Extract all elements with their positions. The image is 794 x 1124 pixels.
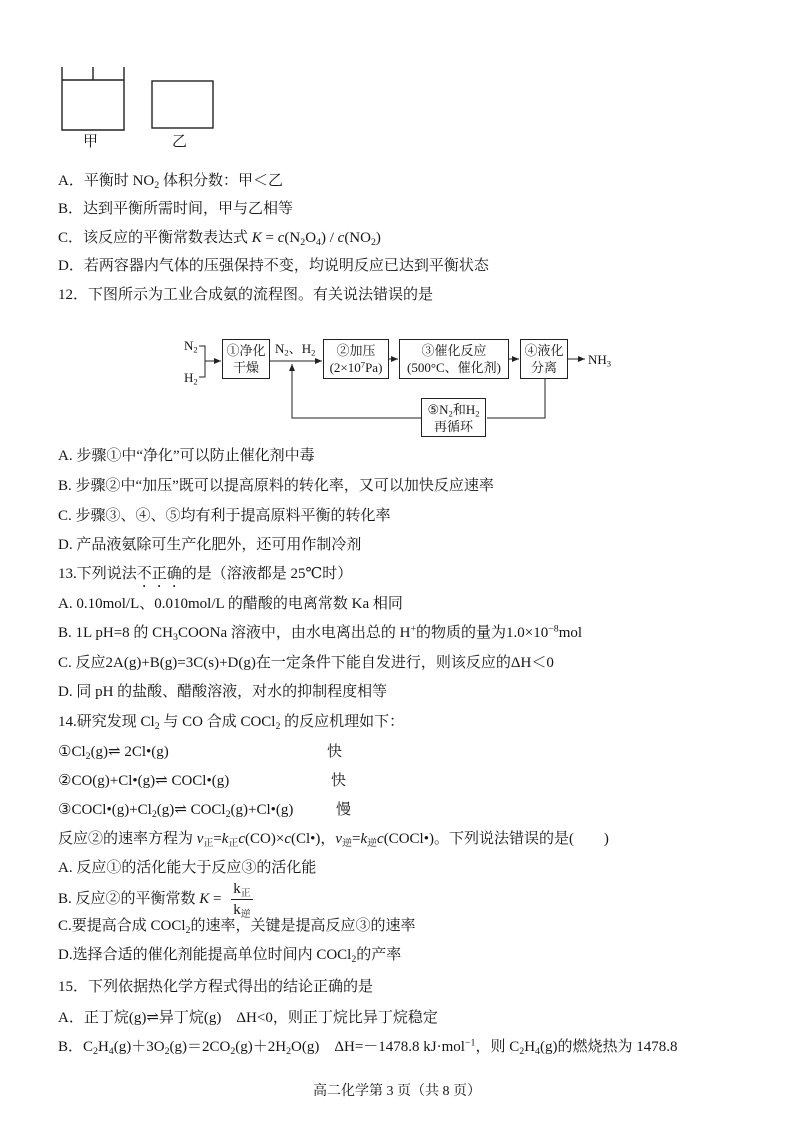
text-run: 12．下图所示为工业合成氨的流程图。有关说法错误的是 xyxy=(58,287,434,303)
italic-symbol: v xyxy=(196,831,204,847)
text-run: A. 步骤①中“净化”可以防止催化剂中毒 xyxy=(58,448,315,464)
text-run: D. 同 pH 的盐酸、醋酸溶液，对水的抑制程度相等 xyxy=(58,684,388,700)
italic-symbol: k xyxy=(221,831,229,847)
q14-step-2-speed: 快 xyxy=(331,773,347,789)
subscript: 逆 xyxy=(342,837,352,849)
text-run: k xyxy=(233,902,241,918)
subscript: 2 xyxy=(230,1045,236,1057)
text-run: C. 反应2A(g)+B(g)=3C(s)+D(g)在一定条件下能自发进行，则该反应的ΔH＜0 xyxy=(58,655,554,671)
subscript: 逆 xyxy=(240,908,251,920)
text-run: (500°C、催化剂) xyxy=(406,360,502,375)
subscript: 2 xyxy=(519,1045,525,1057)
subscript: 2 xyxy=(275,720,281,732)
text-run: mol xyxy=(558,625,583,641)
text-run: (g)⇌ COCl xyxy=(156,802,226,818)
text-run: (NO xyxy=(344,230,371,246)
text-run: = xyxy=(209,890,222,907)
q14-step-1-speed: 快 xyxy=(327,744,343,760)
q14-option-b-text xyxy=(58,891,222,907)
text-run: D.选择合适的催化剂能提高单位时间内 COCl xyxy=(58,947,352,963)
text-run: ) / xyxy=(320,230,338,246)
text-run: B. 步骤②中“加压”既可以提高原料的转化率，又可以加快反应速率 xyxy=(58,478,494,494)
subscript: 2 xyxy=(300,236,306,248)
text-run: N xyxy=(184,338,194,353)
text-run: = xyxy=(261,230,278,246)
italic-symbol: K xyxy=(199,890,210,907)
q14-step-3 xyxy=(58,800,293,820)
text-run: 再循环 xyxy=(433,418,473,434)
text-run: (g)＝2CO xyxy=(169,1039,231,1055)
text-run: 与 CO 合成 COCl xyxy=(159,714,276,730)
text-run: D. 产品液氨除可生产化肥外，还可用作制冷剂 xyxy=(58,537,362,553)
italic-symbol: K xyxy=(251,230,262,246)
text-run: k xyxy=(233,881,241,897)
subscript: 2 xyxy=(351,953,357,965)
subscript: 4 xyxy=(535,1045,540,1057)
text-run: 13.下列说法 xyxy=(58,566,137,582)
page-footer xyxy=(0,1082,794,1102)
italic-symbol: c xyxy=(284,831,291,847)
flow-box-recycle xyxy=(421,398,486,437)
q12-option-d xyxy=(58,535,361,555)
text-run: B．C xyxy=(58,1039,94,1055)
text-run: (g)⇌ 2Cl•(g) xyxy=(90,744,169,760)
emphasis-dotted-text: 不正确 xyxy=(136,566,182,582)
text-run: 体积分数：甲＜乙 xyxy=(159,173,283,189)
text-run: 的速率，关键是提高反应③的速率 xyxy=(190,918,416,934)
text-run: ①净化 xyxy=(226,343,266,358)
superscript: −1 xyxy=(464,1037,476,1049)
container-jia-label: 甲 xyxy=(83,134,99,150)
text-run: (g)＋2H xyxy=(235,1039,287,1055)
q13-option-a xyxy=(58,594,403,614)
text-run: 的反应机理如下： xyxy=(280,714,405,730)
q12-option-c xyxy=(58,506,391,526)
q15-option-b xyxy=(58,1037,677,1057)
text-run: (COCl•)。下列说法错误的是( ) xyxy=(383,831,609,847)
subscript: 2 xyxy=(286,1045,292,1057)
superscript: −8 xyxy=(548,623,559,635)
flow-box-recycle-line2 xyxy=(422,418,485,435)
text-run: ③催化反应 xyxy=(421,343,487,358)
text-run: NH xyxy=(588,352,607,367)
subscript: 2 xyxy=(475,407,480,418)
subscript: 2 xyxy=(185,924,191,936)
flow-input-n2 xyxy=(184,337,198,354)
subscript: 2 xyxy=(85,750,91,762)
subscript: 2 xyxy=(284,347,289,358)
text-run: = xyxy=(213,831,222,847)
subscript: 3 xyxy=(173,631,178,643)
q12-option-b xyxy=(58,476,494,496)
subscript: 2 xyxy=(448,407,453,418)
text-run: (2×10 xyxy=(329,360,361,375)
subscript: 正 xyxy=(203,837,214,849)
text-run: C. 步骤③、④、⑤均有利于提高原料平衡的转化率 xyxy=(58,508,391,524)
italic-symbol: c xyxy=(337,230,345,246)
text-run: 干燥 xyxy=(232,360,259,375)
text-run: ④液化 xyxy=(524,343,564,358)
italic-symbol: k xyxy=(360,831,368,847)
flow-box-liquefy-line2 xyxy=(521,359,567,376)
q14-option-b xyxy=(58,880,253,919)
flow-box-catalysis-line1 xyxy=(400,342,508,359)
text-run: ②加压 xyxy=(336,343,376,358)
subscript: 正 xyxy=(240,887,251,899)
italic-symbol: c xyxy=(377,831,384,847)
q11-option-b xyxy=(58,199,293,219)
flow-box-purify-line2 xyxy=(223,359,269,376)
text-run: 、H xyxy=(288,341,312,356)
flow-input-h2 xyxy=(184,369,198,386)
flow-line-box4-box5 xyxy=(487,379,545,418)
flow-box-recycle-line1 xyxy=(422,401,485,418)
text-run: ⑤N xyxy=(427,401,449,417)
subscript: 2 xyxy=(225,808,231,820)
q14-stem xyxy=(58,712,404,732)
q12-stem xyxy=(58,285,433,305)
subscript: 2 xyxy=(311,347,316,358)
text-run: (g)＋3O xyxy=(113,1039,165,1055)
text-run: 的物质的量为1.0×10 xyxy=(416,625,549,641)
text-run: (g)的燃烧热为 1478.8 xyxy=(539,1039,678,1055)
text-run: C．该反应的平衡常数表达式 xyxy=(58,230,252,246)
fraction-numerator xyxy=(231,880,252,900)
italic-symbol: v xyxy=(335,831,343,847)
text-run: H xyxy=(184,370,194,385)
q14-rate-equation xyxy=(58,829,609,849)
text-run: 高二化学第 3 页（共 8 页） xyxy=(313,1084,481,1099)
flow-box-catalysis-line2 xyxy=(400,359,508,376)
flow-mid-label xyxy=(275,340,315,357)
subscript: 2 xyxy=(151,808,157,820)
subscript: 正 xyxy=(228,837,239,849)
text-run: (g)+Cl•(g) xyxy=(230,802,294,818)
q14-option-d xyxy=(58,945,401,965)
q15-option-a xyxy=(58,1008,438,1028)
q13-option-c xyxy=(58,653,554,673)
text-run: 分离 xyxy=(530,360,557,375)
container-yi xyxy=(152,81,213,128)
q14-option-a xyxy=(58,858,316,878)
text-run: A. 0.10mol/L、0.010mol/L 的醋酸的电离常数 Ka 相同 xyxy=(58,596,403,612)
italic-symbol: c xyxy=(238,831,246,847)
q12-option-a xyxy=(58,446,315,466)
text-run: D．若两容器内气体的压强保持不变，均说明反应已达到平衡状态 xyxy=(58,258,489,274)
text-run: H xyxy=(524,1039,536,1055)
q13-stem xyxy=(58,564,352,591)
subscript: 2 xyxy=(154,179,160,191)
text-run: A．正丁烷(g)⇌异丁烷(g) ΔH<0，则正丁烷比异丁烷稳定 xyxy=(58,1010,438,1026)
text-run: A．平衡时 NO xyxy=(58,173,155,189)
superscript: 7 xyxy=(360,359,366,370)
flow-box-purify-line1 xyxy=(223,342,269,359)
q11-option-a xyxy=(58,171,283,191)
text-run: H xyxy=(97,1039,109,1055)
q11-option-d xyxy=(58,256,489,276)
text-run: ，则 C xyxy=(475,1039,520,1055)
flow-box-compress xyxy=(323,339,389,379)
flow-box-liquefy xyxy=(520,339,568,379)
text-run: Pa) xyxy=(365,360,383,375)
q13-option-d xyxy=(58,682,387,702)
flow-box-purify xyxy=(222,339,270,379)
subscript: 2 xyxy=(154,720,160,732)
text-run: 的是（溶液都是 25℃时） xyxy=(181,566,353,582)
text-run: 14.研究发现 Cl xyxy=(58,714,155,730)
q14-step-2 xyxy=(58,771,229,791)
subscript: 4 xyxy=(316,236,321,248)
text-run: ①Cl xyxy=(58,744,86,760)
text-run: (Cl•)， xyxy=(291,831,336,847)
text-run: = xyxy=(351,831,361,847)
subscript: 3 xyxy=(606,358,612,369)
text-run: O xyxy=(305,230,317,246)
subscript: 逆 xyxy=(367,837,378,849)
container-yi-label: 乙 xyxy=(172,134,188,150)
q14-option-c xyxy=(58,916,415,936)
equilibrium-constant-fraction xyxy=(231,880,252,919)
text-run: B. 反应②的平衡常数 xyxy=(58,890,200,907)
q13-option-b xyxy=(58,623,582,643)
italic-symbol: c xyxy=(277,230,285,246)
q14-step-3-speed: 慢 xyxy=(336,802,352,818)
text-run: ) xyxy=(375,230,381,246)
q11-option-c xyxy=(58,228,381,248)
subscript: 2 xyxy=(193,376,198,387)
text-run: O(g) ΔH=－1478.8 kJ·mol xyxy=(291,1039,465,1055)
text-run: COONa 溶液中，由水电离出总的 H xyxy=(177,625,411,641)
flow-output-nh3 xyxy=(588,351,611,368)
flow-box-catalysis xyxy=(399,339,509,379)
flow-box-liquefy-line1 xyxy=(521,342,567,359)
flow-box-compress-line1 xyxy=(324,342,388,359)
q14-step-1 xyxy=(58,742,169,762)
superscript: + xyxy=(410,623,417,635)
subscript: 4 xyxy=(108,1045,114,1057)
flow-input-bracket xyxy=(199,346,205,377)
text-run: B. 1L pH=8 的 CH xyxy=(58,625,173,641)
text-run: 的产率 xyxy=(356,947,402,963)
text-run: N xyxy=(275,341,285,356)
subscript: 2 xyxy=(370,236,376,248)
subscript: 2 xyxy=(164,1045,170,1057)
subscript: 2 xyxy=(93,1045,98,1057)
text-run: C.要提高合成 COCl xyxy=(58,918,186,934)
q15-stem xyxy=(58,977,373,997)
text-run: A. 反应①的活化能大于反应③的活化能 xyxy=(58,860,317,876)
flow-box-compress-line2 xyxy=(324,359,388,376)
text-run: (N xyxy=(284,230,301,246)
text-run: 反应②的速率方程为 xyxy=(58,831,197,847)
text-run: ③COCl•(g)+Cl xyxy=(58,802,152,818)
text-run: ②CO(g)+Cl•(g)⇌ COCl•(g) xyxy=(58,773,230,789)
text-run: 和H xyxy=(452,401,476,417)
text-run: B．达到平衡所需时间，甲与乙相等 xyxy=(58,201,294,217)
text-run: (CO)× xyxy=(245,831,285,847)
subscript: 2 xyxy=(193,344,198,355)
text-run: 15．下列依据热化学方程式得出的结论正确的是 xyxy=(58,979,374,995)
